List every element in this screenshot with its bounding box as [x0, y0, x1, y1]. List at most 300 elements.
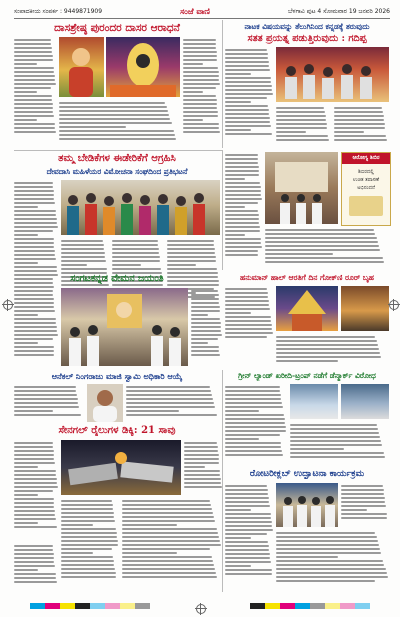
- text-line: [112, 256, 160, 258]
- text-line: [14, 478, 57, 480]
- photo-caption-dasa: [59, 100, 180, 145]
- text-line: [276, 115, 326, 117]
- text-line: [61, 520, 115, 522]
- text-line: [225, 336, 267, 338]
- text-line: [225, 101, 251, 103]
- text-line: [191, 298, 219, 300]
- text-line: [183, 87, 216, 89]
- text-line: [225, 133, 272, 135]
- text-line: [14, 51, 52, 53]
- text-line: [191, 334, 222, 336]
- text-line: [225, 121, 270, 123]
- text-line: [191, 342, 208, 344]
- text-line: [225, 202, 258, 204]
- text-line: [14, 470, 56, 472]
- text-line: [183, 95, 216, 97]
- text-line: [334, 119, 384, 121]
- text-line: [184, 482, 221, 484]
- text-line: [14, 569, 38, 571]
- text-line: [191, 330, 221, 332]
- page-header: [14, 6, 390, 19]
- text-line: [276, 356, 381, 358]
- text-line: [122, 576, 217, 578]
- text-line: [14, 71, 54, 73]
- text-line: [14, 581, 57, 583]
- text-line: [225, 308, 270, 310]
- text-line: [14, 406, 79, 408]
- text-line: [184, 466, 205, 468]
- text-line: [225, 406, 283, 408]
- text-line: [225, 430, 286, 432]
- text-line: [225, 454, 283, 456]
- text-line: [276, 556, 338, 558]
- text-line: [14, 514, 55, 516]
- text-line: [191, 326, 221, 328]
- text-line: [276, 107, 324, 109]
- text-line: [122, 512, 213, 514]
- text-line: [14, 350, 54, 352]
- text-line: [225, 573, 272, 575]
- text-line: [225, 328, 272, 330]
- text-line: [61, 540, 118, 542]
- text-line: [184, 486, 222, 488]
- text-line: [14, 266, 57, 268]
- text-line: [122, 556, 212, 558]
- text-line: [183, 43, 216, 45]
- text-line: [276, 127, 327, 129]
- text-line: [112, 240, 158, 242]
- text-line: [225, 57, 268, 59]
- text-line: [126, 386, 210, 388]
- ad-line: ಶಿಬಿರದಲ್ಲಿ: [358, 169, 374, 175]
- text-line: [14, 390, 76, 392]
- text-line: [112, 244, 158, 246]
- text-line: [61, 264, 87, 266]
- text-line: [265, 229, 374, 231]
- advertisement-box: [341, 152, 391, 226]
- text-line: [225, 493, 268, 495]
- text-line: [225, 97, 267, 99]
- text-line: [265, 241, 378, 243]
- text-line: [61, 536, 117, 538]
- text-line: [167, 252, 215, 254]
- text-line: [61, 576, 116, 578]
- text-line: [225, 89, 272, 91]
- text-line: [14, 226, 58, 228]
- text-line: [14, 549, 53, 551]
- text-line: [225, 553, 270, 555]
- registration-mark: [196, 604, 206, 614]
- text-line: [225, 394, 281, 396]
- text-line: [14, 186, 53, 188]
- column-divider: [222, 20, 223, 148]
- text-line: [126, 402, 214, 404]
- text-line: [184, 462, 219, 464]
- text-line: [265, 237, 377, 239]
- text-line: [14, 43, 51, 45]
- text-line: [225, 182, 260, 184]
- text-line: [61, 552, 93, 554]
- text-line: [225, 414, 284, 416]
- text-line: [334, 139, 387, 141]
- text-line: [183, 107, 217, 109]
- text-line: [61, 500, 112, 502]
- text-line: [126, 406, 215, 408]
- text-line: [225, 288, 267, 290]
- text-line: [14, 454, 54, 456]
- column-divider: [222, 150, 223, 270]
- text-line: [276, 131, 306, 133]
- text-line: [225, 446, 281, 448]
- article-text-nataka-col3: [334, 105, 389, 148]
- text-line: [14, 230, 53, 232]
- text-line: [59, 114, 169, 116]
- text-line: [290, 448, 344, 450]
- text-line: [191, 338, 218, 340]
- text-line: [59, 118, 170, 120]
- text-line: [112, 252, 159, 254]
- text-line: [225, 533, 267, 535]
- text-line: [14, 342, 38, 344]
- text-line: [276, 564, 384, 566]
- text-line: [225, 170, 259, 172]
- text-line: [14, 290, 53, 292]
- headline-obituary: ಆನೆಕಲ್ ನಿಂಗರಾಜು ಮಾಜಿ ಸ್ವಾಮಿ ಅಧಿಕಾರಿ ಆಯ್ಕೆ: [51, 371, 183, 381]
- text-line: [14, 306, 54, 308]
- text-line: [14, 318, 56, 320]
- ad-title: ಆರೋಗ್ಯ ಶಿಬಿರ: [342, 153, 390, 164]
- text-line: [334, 107, 382, 109]
- text-line: [225, 49, 267, 51]
- text-line: [225, 418, 285, 420]
- text-line: [341, 501, 385, 503]
- headline-eedige: ತಮ್ಮ ಬೇಡಿಕೆಗಳ ಈಡೇರಿಕೆಗೆ ಆಗ್ರಹಿಸಿ: [58, 153, 176, 164]
- article-text-nataka-col2: [276, 105, 331, 148]
- text-line: [334, 115, 384, 117]
- text-line: [265, 249, 380, 251]
- text-line: [14, 258, 56, 260]
- headline-hanuma: ಹನುಮಾನ್ ಹಾಲ್ ಆರತಿಗೆ ದಿನ ಗೋಕ್‌ಣಿ ರೂರ್‌ ಬೃಹ: [240, 273, 374, 282]
- registration-mark: [389, 300, 399, 310]
- text-line: [122, 528, 217, 530]
- text-line: [276, 560, 383, 562]
- text-line: [167, 248, 215, 250]
- text-line: [225, 332, 273, 334]
- text-line: [14, 234, 38, 236]
- text-line: [167, 260, 216, 262]
- text-line: [112, 268, 161, 270]
- text-line: [14, 119, 37, 121]
- text-line: [14, 442, 53, 444]
- text-line: [14, 486, 58, 488]
- text-line: [341, 513, 387, 515]
- text-line: [14, 310, 55, 312]
- text-line: [122, 504, 211, 506]
- text-line: [225, 186, 261, 188]
- text-line: [225, 549, 269, 551]
- text-line: [290, 452, 384, 454]
- text-line: [14, 482, 57, 484]
- article-text-right-mid: [225, 152, 262, 270]
- text-line: [14, 498, 54, 500]
- photo-gathering: [265, 152, 338, 224]
- article-text-green-lower: [290, 422, 389, 466]
- text-line: [14, 127, 55, 129]
- text-line: [14, 334, 58, 336]
- text-line: [122, 516, 214, 518]
- text-line: [276, 568, 386, 570]
- text-line: [225, 537, 251, 539]
- text-line: [225, 324, 272, 326]
- article-text-nataka: [225, 47, 273, 148]
- text-line: [14, 39, 51, 41]
- text-line: [122, 500, 210, 502]
- text-line: [276, 572, 387, 574]
- text-line: [276, 360, 338, 362]
- text-line: [112, 264, 141, 266]
- text-line: [191, 306, 220, 308]
- text-line: [126, 410, 179, 412]
- text-line: [59, 122, 172, 124]
- text-line: [14, 250, 55, 252]
- text-line: [225, 194, 261, 196]
- text-line: [334, 131, 364, 133]
- text-line: [14, 59, 53, 61]
- text-line: [14, 270, 57, 272]
- text-line: [225, 434, 280, 436]
- text-line: [122, 560, 213, 562]
- text-line: [59, 134, 175, 136]
- text-line: [183, 111, 218, 113]
- text-line: [225, 125, 271, 127]
- article-text-obituary: [14, 384, 84, 422]
- text-line: [225, 497, 269, 499]
- text-line: [191, 310, 220, 312]
- text-line: [290, 424, 377, 426]
- text-line: [14, 95, 52, 97]
- text-line: [14, 338, 53, 340]
- text-line: [265, 261, 384, 263]
- text-line: [14, 111, 53, 113]
- text-line: [59, 102, 165, 104]
- text-line: [14, 246, 54, 248]
- text-line: [167, 264, 196, 266]
- text-line: [14, 294, 53, 296]
- article-text-railway-col2: [61, 498, 119, 590]
- text-line: [341, 485, 383, 487]
- text-line: [14, 182, 53, 184]
- editorial-contact: ಸಂಪಾದಕೀಯ ಸಂಪರ್ಕ : 9449871909: [14, 8, 103, 15]
- text-line: [225, 129, 251, 131]
- text-line: [61, 572, 116, 574]
- text-line: [225, 569, 272, 571]
- text-line: [14, 577, 56, 579]
- photo-jayanti: [61, 288, 188, 366]
- text-line: [61, 560, 114, 562]
- text-line: [341, 517, 387, 519]
- text-line: [122, 564, 214, 566]
- text-line: [225, 246, 262, 248]
- text-line: [112, 248, 159, 250]
- text-line: [14, 446, 53, 448]
- text-line: [14, 55, 53, 57]
- text-line: [265, 245, 379, 247]
- text-line: [122, 548, 210, 550]
- text-line: [14, 194, 54, 196]
- text-line: [14, 561, 54, 563]
- text-line: [225, 226, 260, 228]
- text-line: [183, 91, 203, 93]
- text-line: [225, 166, 259, 168]
- text-line: [184, 442, 217, 444]
- text-line: [225, 230, 260, 232]
- text-line: [341, 509, 367, 511]
- text-line: [14, 557, 54, 559]
- text-line: [225, 557, 270, 559]
- text-line: [225, 250, 258, 252]
- text-line: [14, 466, 38, 468]
- text-line: [225, 238, 261, 240]
- text-line: [167, 244, 214, 246]
- text-line: [184, 470, 220, 472]
- text-line: [61, 248, 104, 250]
- text-line: [290, 456, 385, 458]
- text-line: [61, 532, 117, 534]
- text-line: [61, 504, 113, 506]
- text-line: [265, 253, 333, 255]
- text-line: [14, 107, 53, 109]
- text-line: [225, 65, 269, 67]
- headline-railway: ಸೇನಗಲ್ ರೈಲುಗಳ ಡಿಕ್ಕಿ: 21 ಸಾವು: [58, 425, 176, 436]
- text-line: [334, 123, 385, 125]
- article-text-green: [225, 384, 287, 466]
- text-line: [14, 222, 57, 224]
- text-line: [225, 242, 261, 244]
- article-text-railway-lower-left: [14, 543, 58, 590]
- photo-dasa-portrait: [59, 37, 104, 97]
- text-line: [61, 524, 93, 526]
- text-line: [14, 490, 53, 492]
- text-line: [14, 123, 55, 125]
- text-line: [225, 501, 269, 503]
- text-line: [225, 198, 262, 200]
- text-line: [61, 564, 114, 566]
- text-line: [126, 390, 211, 392]
- text-line: [225, 73, 251, 75]
- text-line: [225, 222, 259, 224]
- subheadline-eedige: ದೇವದಾಸಿ ಮಹಿಳೆಯರ ವಿಮೋಚನಾ ಸಂಘದಿಂದ ಪ್ರತಿಭಟನೆ: [46, 167, 188, 176]
- text-line: [14, 298, 54, 300]
- article-text-hanuma-lower: [276, 334, 389, 366]
- text-line: [183, 67, 218, 69]
- text-line: [14, 346, 54, 348]
- text-line: [14, 87, 51, 89]
- text-line: [14, 326, 57, 328]
- text-line: [184, 450, 218, 452]
- text-line: [276, 552, 381, 554]
- ad-line: ಉಚಿತ ತಪಾಸಣೆ: [352, 177, 380, 183]
- text-line: [14, 314, 38, 316]
- text-line: [61, 516, 114, 518]
- text-line: [122, 532, 218, 534]
- text-line: [225, 53, 268, 55]
- text-line: [265, 257, 383, 259]
- text-line: [225, 154, 258, 156]
- text-line: [290, 428, 378, 430]
- photo-rotary: [276, 483, 338, 527]
- text-line: [126, 414, 217, 416]
- article-text-jayanti: [14, 288, 58, 368]
- text-line: [191, 346, 219, 348]
- text-line: [225, 565, 251, 567]
- text-line: [225, 422, 285, 424]
- text-line: [183, 119, 203, 121]
- text-line: [59, 106, 167, 108]
- text-line: [225, 300, 269, 302]
- text-line: [14, 262, 38, 264]
- text-line: [14, 206, 38, 208]
- text-line: [225, 162, 258, 164]
- headline-green: ಗ್ರೀನ್ ಲ್ಯಾಂಡ್ ಖರೀದಿ-ಟ್ರಂಪ್ ನಡೆಗೆ ಡೆನ್ಮಾರ್ಕ್ ವಿರೋಧ: [238, 371, 376, 380]
- text-line: [167, 268, 217, 270]
- photo-railway-accident: [61, 440, 181, 495]
- text-line: [276, 139, 329, 141]
- text-line: [341, 497, 385, 499]
- text-line: [122, 520, 215, 522]
- text-line: [61, 260, 106, 262]
- text-line: [225, 545, 269, 547]
- text-line: [191, 322, 221, 324]
- ad-line: ಅಭಿನಂದನೆ: [357, 185, 375, 191]
- text-line: [14, 103, 53, 105]
- text-line: [225, 105, 268, 107]
- text-line: [112, 284, 163, 286]
- text-line: [126, 394, 212, 396]
- text-line: [14, 218, 57, 220]
- text-line: [59, 130, 174, 132]
- text-line: [61, 268, 107, 270]
- text-line: [290, 444, 382, 446]
- text-line: [225, 174, 259, 176]
- text-line: [191, 354, 220, 356]
- headline-dasa: ದಾಸಶ್ರೇಷ್ಠ ಪುರಂದರ ದಾಸರ ಆರಾಧನೆ: [54, 22, 180, 34]
- text-line: [225, 158, 258, 160]
- text-line: [276, 536, 377, 538]
- text-line: [183, 103, 217, 105]
- ad-graphic: [349, 196, 383, 216]
- text-line: [276, 548, 380, 550]
- text-line: [225, 93, 273, 95]
- text-line: [122, 508, 212, 510]
- text-line: [191, 350, 219, 352]
- text-line: [61, 508, 113, 510]
- text-line: [225, 69, 270, 71]
- text-line: [61, 556, 113, 558]
- text-line: [14, 83, 56, 85]
- text-line: [14, 502, 54, 504]
- text-line: [225, 390, 280, 392]
- text-line: [184, 458, 219, 460]
- text-line: [59, 126, 126, 128]
- text-line: [225, 304, 269, 306]
- text-line: [14, 510, 55, 512]
- text-line: [225, 509, 251, 511]
- text-line: [14, 254, 55, 256]
- headline-nataka: ನಾಟಕ ವಿಷಯವನ್ನು ತೆಲುಗಿನಿಂದ ಕನ್ನಡಕ್ಕೆ ತರುವುದು: [244, 22, 370, 31]
- text-line: [122, 524, 177, 526]
- text-line: [191, 314, 208, 316]
- text-line: [14, 75, 55, 77]
